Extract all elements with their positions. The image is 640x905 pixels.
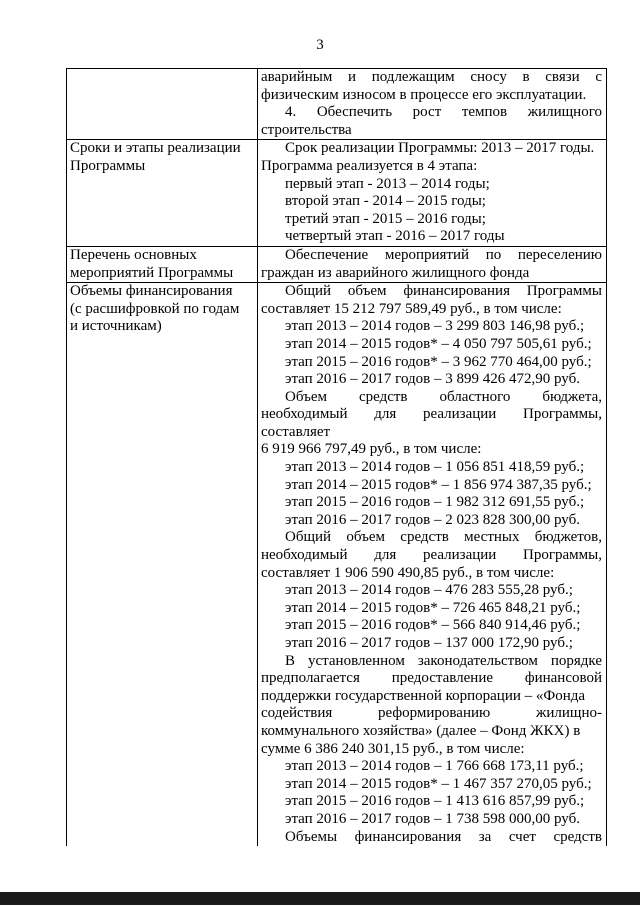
content-line: третий этап - 2015 – 2016 годы; — [285, 210, 486, 227]
content-line: предполагается предоставление финансовой — [261, 670, 602, 687]
content-line: Общий объем финансирования Программы — [285, 283, 602, 300]
content-line: Объем средств областного бюджета, — [285, 388, 602, 405]
content-line: 4. Обеспечить рост темпов жилищного — [285, 104, 602, 121]
row-label-line: (с расшифровкой по годам — [70, 300, 240, 317]
row-label-cell — [67, 283, 258, 847]
content-line: составляет 1 906 590 490,85 руб., в том числе: — [261, 564, 555, 581]
content-line: этап 2015 – 2016 годов* – 566 840 914,46 руб.; — [285, 617, 581, 634]
row-label-line: Объемы финансирования — [70, 283, 233, 300]
content-line: этап 2015 – 2016 годов – 1 413 616 857,99 руб.; — [285, 793, 585, 810]
table-row — [67, 69, 607, 140]
content-line: сумме 6 386 240 301,15 руб., в том числе: — [261, 740, 525, 757]
content-line: аварийным и подлежащим сносу в связи с — [261, 69, 602, 85]
row-label-line: и источникам) — [70, 318, 162, 335]
content-line: этап 2016 – 2017 годов – 2 023 828 300,00 руб. — [285, 511, 580, 528]
content-line: составляет 15 212 797 589,49 руб., в том числе: — [261, 300, 562, 317]
content-line: Программа реализуется в 4 этапа: — [261, 157, 478, 174]
row-label-line: Программы — [70, 157, 146, 174]
row-label-cell — [67, 246, 258, 282]
content-line: необходимый для реализации Программы, — [261, 406, 602, 423]
table-row — [67, 246, 607, 282]
content-line: Обеспечение мероприятий по переселению — [285, 246, 602, 263]
content-line: физическим износом в процессе его эксплуатации. — [261, 86, 587, 103]
row-content-cell — [258, 69, 607, 140]
content-line: 6 919 966 797,49 руб., в том числе: — [261, 441, 482, 458]
content-line: этап 2014 – 2015 годов* – 4 050 797 505,61 руб.; — [285, 335, 592, 352]
content-line: строительства — [261, 121, 352, 138]
content-line: Срок реализации Программы: 2013 – 2017 годы. — [285, 140, 595, 157]
table-row — [67, 283, 607, 847]
content-line: этап 2014 – 2015 годов* – 726 465 848,21 руб.; — [285, 599, 581, 616]
content-line: этап 2014 – 2015 годов* – 1 856 974 387,35 руб.; — [285, 476, 592, 493]
content-line: первый этап - 2013 – 2014 годы; — [285, 175, 490, 192]
content-line: этап 2013 – 2014 годов – 476 283 555,28 руб.; — [285, 582, 573, 599]
table-row — [67, 140, 607, 247]
content-line: этап 2016 – 2017 годов – 3 899 426 472,90 руб. — [285, 371, 580, 388]
content-line: необходимый для реализации Программы, — [261, 547, 602, 564]
content-line: поддержки государственной корпорации – «Фонда — [261, 687, 586, 704]
content-line: второй этап - 2014 – 2015 годы; — [285, 193, 486, 210]
row-content-cell — [258, 140, 607, 247]
content-line: этап 2013 – 2014 годов – 1 056 851 418,59 руб.; — [285, 459, 585, 476]
content-line: этап 2016 – 2017 годов – 137 000 172,90 руб.; — [285, 635, 573, 651]
content-line: этап 2013 – 2014 годов – 3 299 803 146,98 руб.; — [285, 318, 585, 335]
row-label-line: Сроки и этапы реализации — [70, 140, 241, 157]
row-label-cell — [67, 140, 258, 247]
page-number: 3 — [316, 37, 324, 53]
row-content-cell — [258, 246, 607, 282]
content-line: этап 2015 – 2016 годов* – 3 962 770 464,00 руб.; — [285, 353, 592, 370]
content-line: этап 2016 – 2017 годов – 1 738 598 000,00 руб. — [285, 810, 580, 827]
content-line: Общий объем средств местных бюджетов, — [285, 529, 602, 546]
content-line: коммунального хозяйства» (далее – Фонд ЖКХ) в — [261, 722, 581, 739]
row-label-line: Перечень основных — [70, 246, 197, 263]
content-line: четвертый этап - 2016 – 2017 годы — [285, 228, 505, 245]
row-content-cell — [258, 283, 607, 847]
content-line: содействия реформированию жилищно- — [261, 705, 602, 722]
content-line: этап 2015 – 2016 годов – 1 982 312 691,55 руб.; — [285, 494, 585, 511]
scan-bottom-edge — [0, 892, 640, 905]
program-passport-table — [66, 68, 607, 846]
content-line: граждан из аварийного жилищного фонда — [261, 264, 530, 281]
content-line: этап 2013 – 2014 годов – 1 766 668 173,11 руб.; — [285, 758, 584, 775]
content-line: В установленном законодательством порядке — [285, 652, 602, 669]
row-label-cell — [67, 69, 258, 140]
content-line: составляет — [261, 423, 331, 440]
content-line: этап 2014 – 2015 годов* – 1 467 357 270,05 руб.; — [285, 775, 592, 792]
content-line: Объемы финансирования за счет средств — [285, 828, 602, 845]
row-label-line: мероприятий Программы — [70, 264, 234, 281]
